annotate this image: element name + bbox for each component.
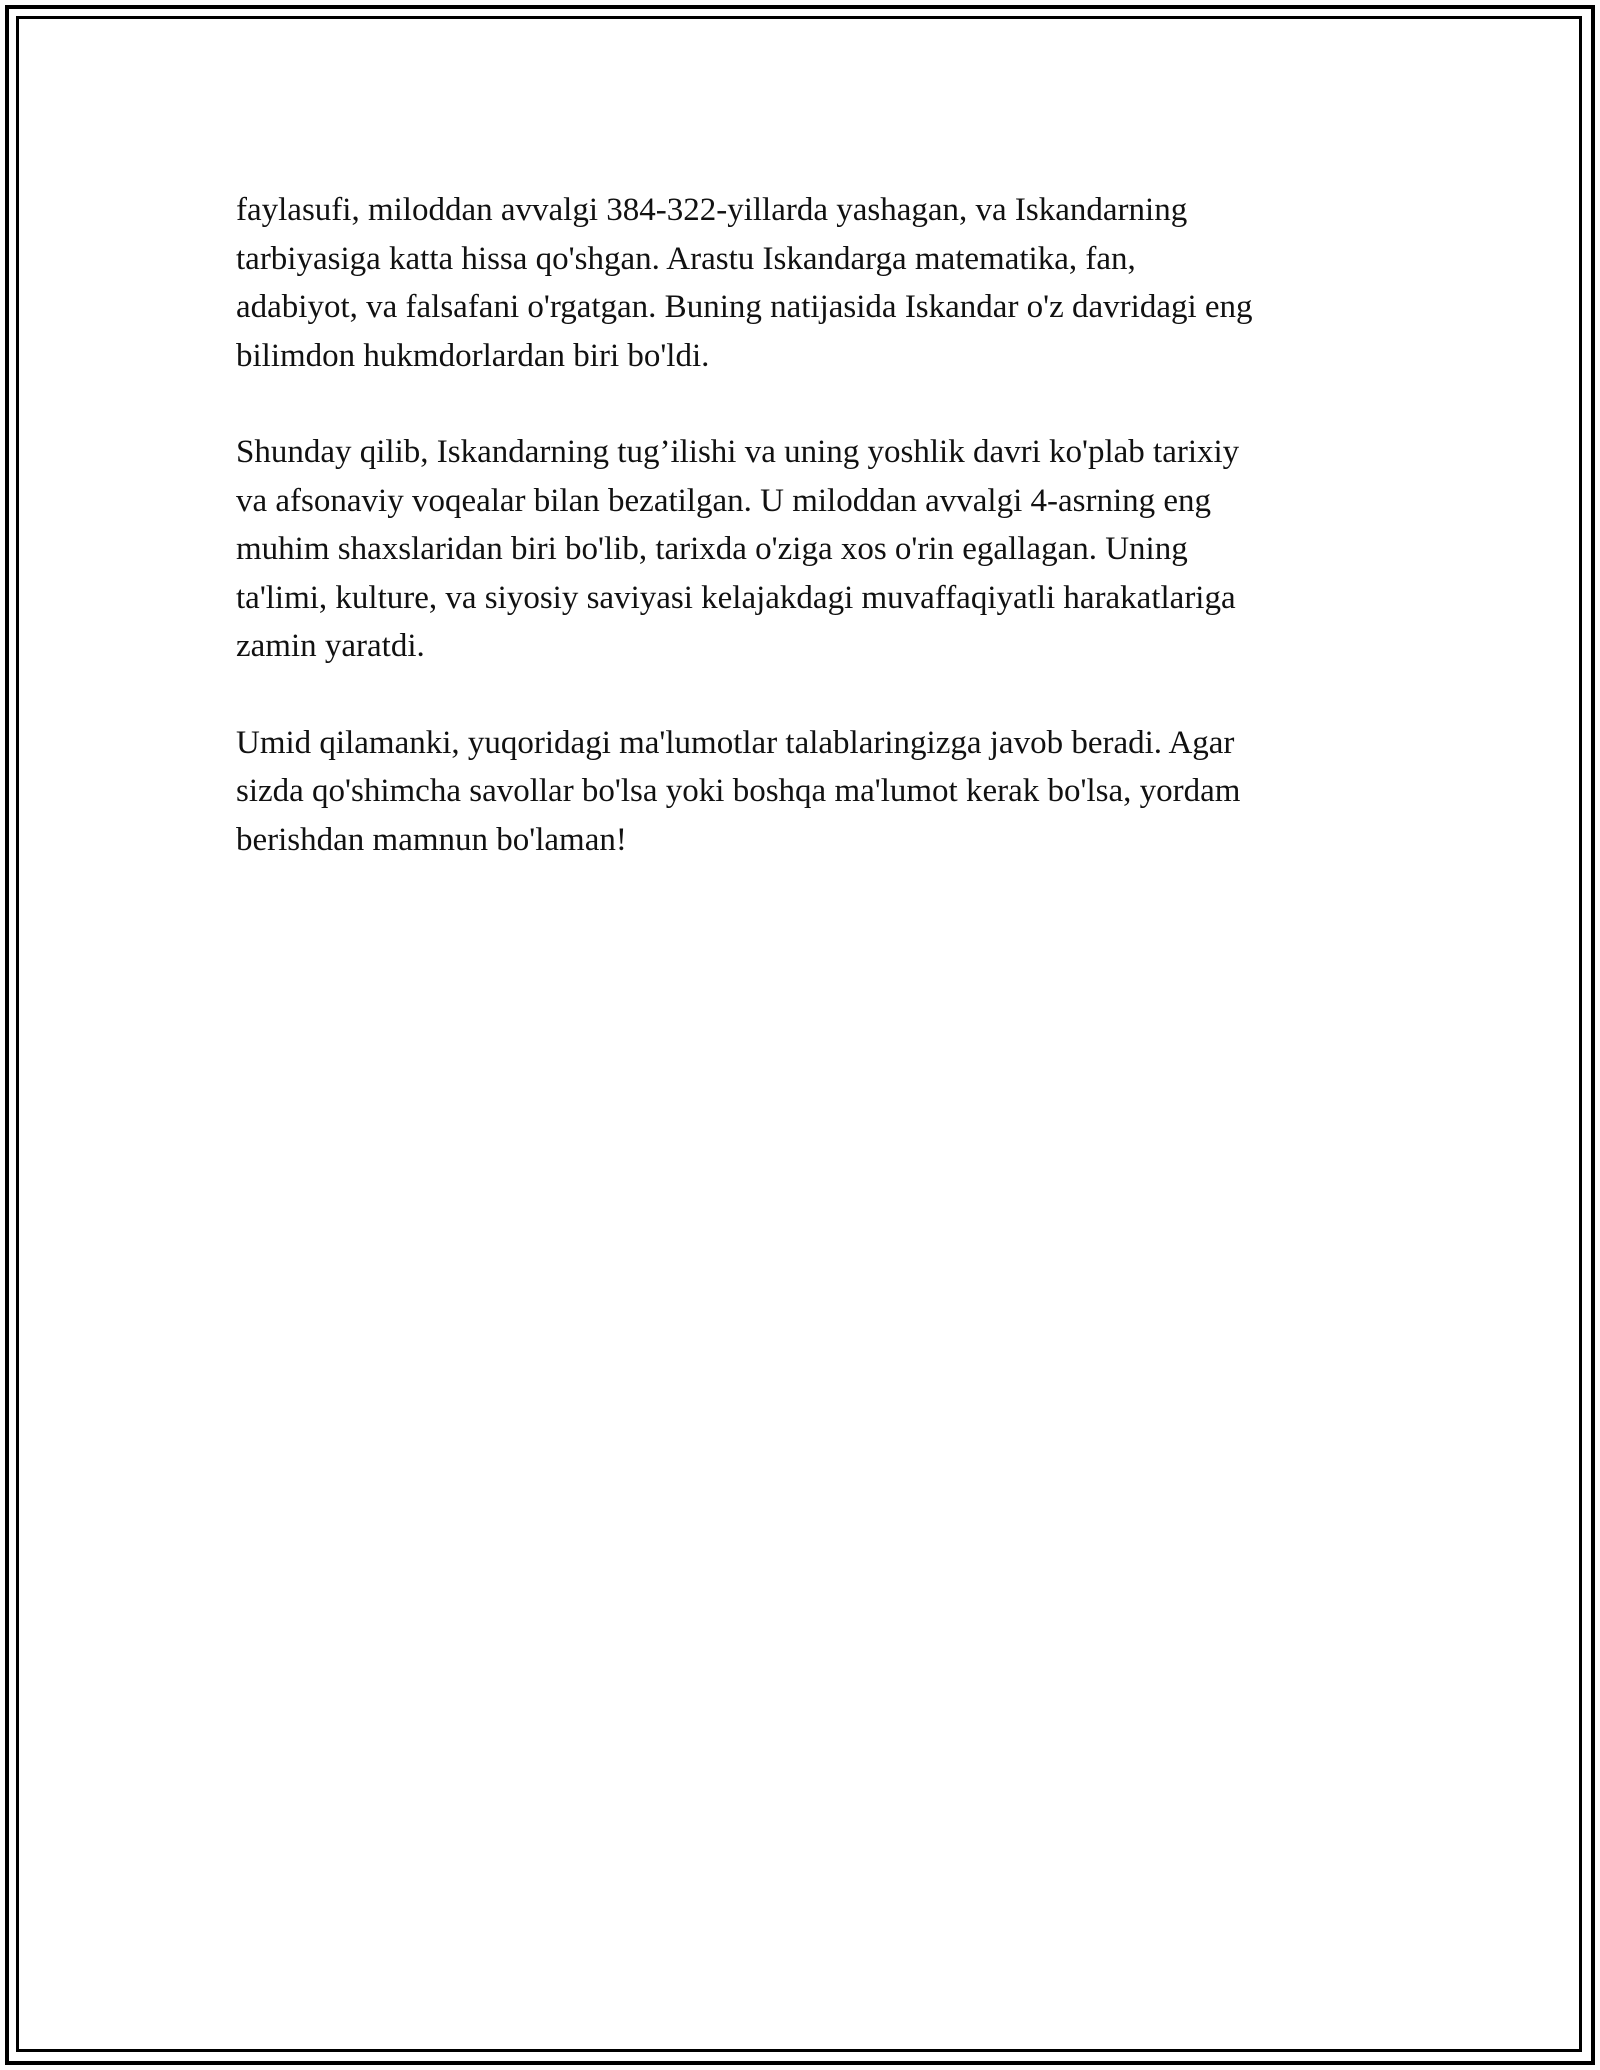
- paragraph-3: [236, 719, 1376, 865]
- text-line: adabiyot, va falsafani o'rgatgan. Buning natijasida Iskandar o'z davridagi eng: [236, 289, 1253, 325]
- text-line: zamin yaratdi.: [236, 628, 425, 664]
- text-line: sizda qo'shimcha savollar bo'lsa yoki boshqa ma'lumot kerak bo'lsa, yordam: [236, 773, 1241, 809]
- text-line: Shunday qilib, Iskandarning tug’ilishi va uning yoshlik davri ko'plab tarixiy: [236, 434, 1240, 470]
- text-line: ta'limi, kulture, va siyosiy saviyasi kelajakdagi muvaffaqiyatli harakatlariga: [236, 579, 1236, 616]
- text-line: tarbiyasiga katta hissa qo'shgan. Arastu Iskandarga matematika, fan,: [236, 240, 1136, 277]
- text-line: faylasufi, miloddan avvalgi 384-322-yillarda yashagan, va Iskandarning: [236, 192, 1188, 228]
- document-body: [236, 186, 1376, 912]
- text-line: berishdan mamnun bo'laman!: [236, 821, 627, 858]
- text-line: Umid qilamanki, yuqoridagi ma'lumotlar talablaringizga javob beradi. Agar: [236, 724, 1235, 761]
- text-line: va afsonaviy voqealar bilan bezatilgan. U miloddan avvalgi 4-asrning eng: [236, 482, 1212, 519]
- paragraph-2: [236, 428, 1376, 671]
- text-line: muhim shaxslaridan biri bo'lib, tarixda o'ziga xos o'rin egallagan. Uning: [236, 531, 1188, 567]
- paragraph-1: [236, 186, 1376, 380]
- text-line: bilimdon hukmdorlardan biri bo'ldi.: [236, 337, 710, 374]
